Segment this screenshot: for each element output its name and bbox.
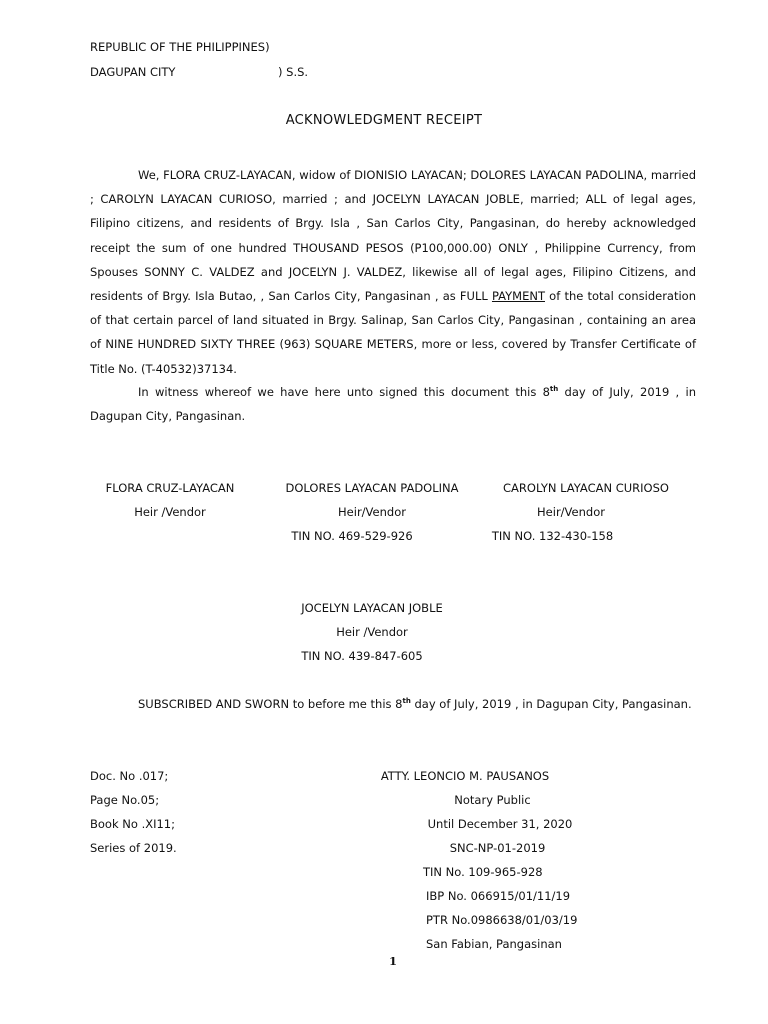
header-ss: ) S.S. (278, 65, 309, 79)
notary-location: San Fabian, Pangasinan (426, 937, 562, 951)
series-year: Series of 2019. (90, 841, 177, 855)
book-number: Book No .XI11; (90, 817, 176, 831)
doc-number: Doc. No .017; (90, 769, 169, 783)
jurat-text-b: day of July, 2019 , in Dagupan City, Pangasinan. (410, 697, 692, 711)
header-city: DAGUPAN CITY (90, 65, 176, 79)
p1-text-a: We, FLORA CRUZ-LAYACAN, widow of DIONISIO LAYACAN; DOLORES LAYACAN PADOLINA, married ; CAROLYN LAYACAN CURIOSO, married ; and JOCELYN LAYACAN JOBLE, married; ALL of legal ages, Filipino citizens, and residents of Brgy. Isla , San Carlos City, Pangasinan, do hereby acknowledged receipt the sum of one hundred THOUSAND PESOS (P100,000.00) ONLY , Philippine Currency, from Spouses SONNY C. VALDEZ and JOCELYN J. VALDEZ, likewise all of legal ages, Filipino Citizens, and residents of Brgy. Isla Butao, , San Carlos City, Pangasinan , as FULL (90, 168, 696, 304)
page-number-ref: Page No.05; (90, 793, 160, 807)
notary-tin: TIN No. 109-965-928 (423, 865, 543, 879)
jurat-text-a: SUBSCRIBED AND SWORN to before me this 8 (138, 697, 403, 711)
jurat-paragraph (90, 692, 696, 716)
signatory-2-name: DOLORES LAYACAN PADOLINA (285, 481, 459, 495)
full-payment-underlined: PAYMENT (491, 289, 545, 304)
p1-text-b: of the total consideration of that certain parcel of land situated in Brgy. Salinap, San Carlos City, Pangasinan , containing an area of NINE HUNDRED SIXTY THREE (963) SQUARE METERS, more or less, covered by Transfer Certificate of Title No. (T-40532)37134. (90, 289, 696, 376)
signatory-3-role: Heir/Vendor (537, 505, 605, 519)
signatory-3-tin: TIN NO. 132-430-158 (491, 529, 614, 543)
p2-text-b: day of July, 2019 , in Dagupan City, Pangasinan. (90, 385, 696, 424)
body-paragraph-2 (90, 380, 696, 428)
p2-text-a: In witness whereof we have here unto signed this document this 8 (138, 385, 550, 399)
signatory-4-name: JOCELYN LAYACAN JOBLE (301, 601, 443, 615)
signatory-1-name: FLORA CRUZ-LAYACAN (105, 481, 235, 495)
page-number: 1 (389, 954, 398, 968)
signatory-1-role: Heir /Vendor (134, 505, 206, 519)
notary-ibp: IBP No. 066915/01/11/19 (426, 889, 571, 903)
notary-name: ATTY. LEONCIO M. PAUSANOS (380, 769, 550, 783)
signatory-4-role: Heir /Vendor (336, 625, 408, 639)
jurat-ordinal: th (402, 697, 411, 706)
signatory-2-tin: TIN NO. 469-529-926 (291, 529, 413, 543)
signatory-4-tin: TIN NO. 439-847-605 (301, 649, 423, 663)
header-republic: REPUBLIC OF THE PHILIPPINES) (90, 40, 270, 54)
notary-ptr: PTR No.0986638/01/03/19 (426, 913, 578, 927)
signatory-3-name: CAROLYN LAYACAN CURIOSO (503, 481, 669, 495)
document-title: ACKNOWLEDGMENT RECEIPT (285, 113, 483, 128)
p2-ordinal: th (549, 385, 559, 394)
notary-commission-number: SNC-NP-01-2019 (449, 841, 546, 855)
signatory-2-role: Heir/Vendor (338, 505, 406, 519)
body-paragraph-1 (90, 163, 696, 381)
notary-title: Notary Public (454, 793, 531, 807)
notary-commission-until: Until December 31, 2020 (427, 817, 573, 831)
